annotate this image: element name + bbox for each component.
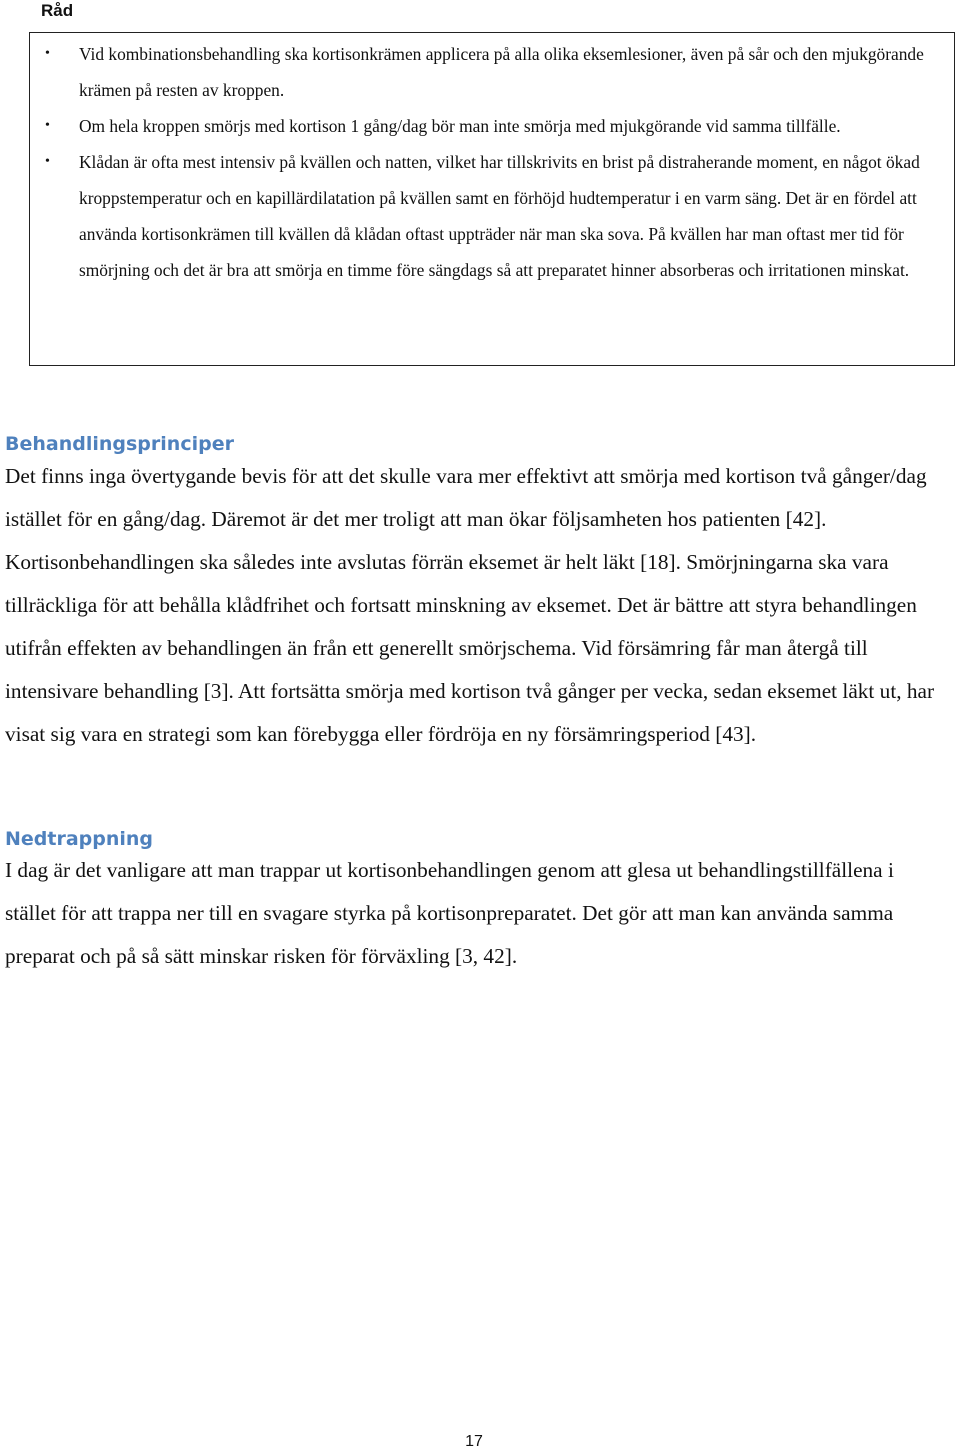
list-item xyxy=(30,108,954,144)
bullet-icon: • xyxy=(45,46,50,61)
bullet-icon: • xyxy=(45,118,50,133)
advice-list xyxy=(30,36,954,288)
advice-item-text: Klådan är ofta mest intensiv på kvällen och natten, vilket har tillskrivits en brist på distraherande moment, en något ökad kroppstemperatur och en kapillärdilatation på kvällen samt en förhöjd hudtemperatur i en varm säng. Det är en fördel att använda kortisonkrämen till kvällen då klådan oftast uppträder när man ska sova. På kvällen har man oftast mer tid för smörjning och det är bra att smörja en timme före sängdags så att preparatet hinner absorberas och irritationen minskat. xyxy=(79,152,920,280)
section-heading-nedtrappning: Nedtrappning xyxy=(5,828,154,850)
section-heading-behandlingsprinciper: Behandlingsprinciper xyxy=(5,433,234,455)
advice-item-text: Om hela kroppen smörjs med kortison 1 gång/dag bör man inte smörja med mjukgörande vid samma tillfälle. xyxy=(79,116,841,136)
section-paragraph-nedtrappning: I dag är det vanligare att man trappar ut kortisonbehandlingen genom att glesa ut behandlingstillfällena i stället för att trappa ner till en svagare styrka på kortisonpreparatet. Det gör att man kan använda samma preparat och på så sätt minskar risken för förväxling [3, 42]. xyxy=(5,858,894,968)
advice-heading: Råd xyxy=(41,1,74,20)
section-paragraph-behandlingsprinciper: Det finns inga övertygande bevis för att det skulle vara mer effektivt att smörja med kortison två gånger/dag istället för en gång/dag. Däremot är det mer troligt att man ökar följsamheten hos patienten [42]. Kortisonbehandlingen ska således inte avslutas förrän eksemet är helt läkt [18]. Smörjningarna ska vara tillräckliga för att behålla klådfrihet och fortsatt minskning av eksemet. Det är bättre att styra behandlingen utifrån effekten av behandlingen än från ett generellt smörjschema. Vid försämring får man återgå till intensivare behandling [3]. Att fortsätta smörja med kortison två gånger per vecka, sedan eksemet läkt ut, har visat sig vara en strategi som kan förebygga eller fördröja en ny försämringsperiod [43]. xyxy=(5,464,935,746)
list-item xyxy=(30,144,954,288)
page-number: 17 xyxy=(465,1433,483,1450)
advice-box xyxy=(29,32,955,366)
list-item xyxy=(30,36,954,108)
advice-item-text: Vid kombinationsbehandling ska kortisonkrämen applicera på alla olika eksemlesioner, även på sår och den mjukgörande krämen på resten av kroppen. xyxy=(79,44,924,100)
bullet-icon: • xyxy=(45,154,50,169)
